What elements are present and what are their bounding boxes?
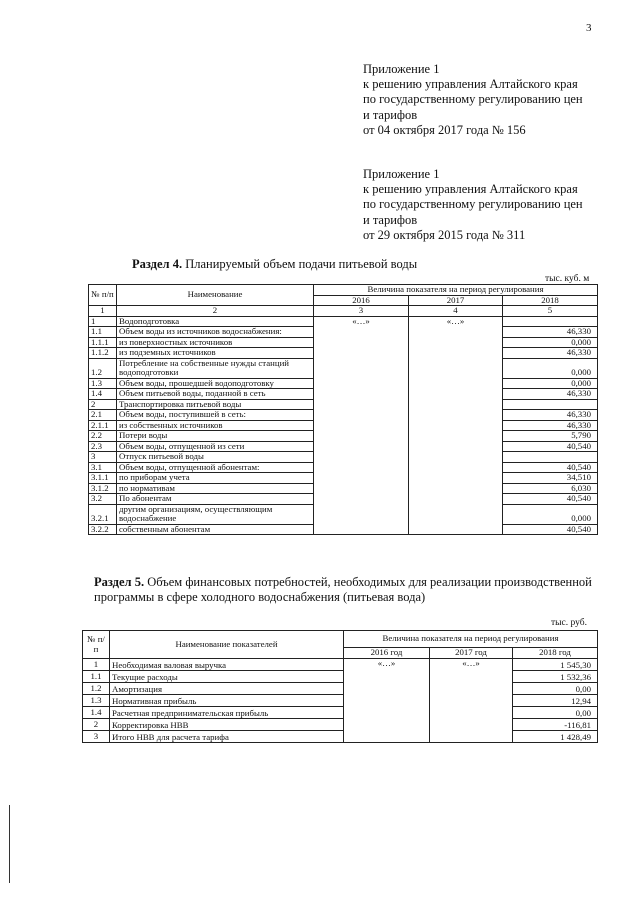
appendix-header-2015 xyxy=(363,167,583,243)
row-name: из поверхностных источников xyxy=(117,337,314,348)
section4-label: Раздел 4. xyxy=(132,257,183,271)
row-name: Корректировка НВВ xyxy=(110,719,344,731)
header-year: 2016 год xyxy=(344,648,430,659)
value-2018: 0,000 xyxy=(503,378,598,389)
row-number: 1.1 xyxy=(89,327,117,338)
row-name: по нормативам xyxy=(117,483,314,494)
table-row xyxy=(83,659,598,671)
row-name: По абонентам xyxy=(117,494,314,505)
row-name: Объем воды, прошедшей водоподготовку xyxy=(117,378,314,389)
row-number: 1.1 xyxy=(83,671,110,683)
row-number: 1.1.1 xyxy=(89,337,117,348)
row-name: Расчетная предпринимательская прибыль xyxy=(110,707,344,719)
merged-2017-cell: «…» xyxy=(430,659,513,743)
section5-title xyxy=(94,575,598,605)
row-name: Водоподготовка xyxy=(117,316,314,327)
header-year: 2018 год xyxy=(513,648,598,659)
value-2018 xyxy=(503,399,598,410)
section4-title-text: Планируемый объем подачи питьевой воды xyxy=(185,257,418,271)
section4-title xyxy=(132,257,417,272)
value-2018: 46,330 xyxy=(503,420,598,431)
row-name: Текущие расходы xyxy=(110,671,344,683)
row-name: Необходимая валовая выручка xyxy=(110,659,344,671)
row-number: 3.1.1 xyxy=(89,473,117,484)
value-2018 xyxy=(503,452,598,463)
section5-label: Раздел 5. xyxy=(94,575,145,589)
value-2018: 6,030 xyxy=(503,483,598,494)
section5-table xyxy=(82,630,598,743)
header-colnum: 3 xyxy=(314,306,409,317)
row-number: 3.1.2 xyxy=(89,483,117,494)
appendix-line: и тарифов xyxy=(363,107,418,122)
row-name: из собственных источников xyxy=(117,420,314,431)
value-2018: 0,000 xyxy=(503,358,598,378)
page-number: 3 xyxy=(586,22,592,34)
value-2018: 0,000 xyxy=(503,337,598,348)
row-number: 2.1.1 xyxy=(89,420,117,431)
appendix-line: к решению управления Алтайского края xyxy=(363,77,578,92)
value-2018: 1 532,36 xyxy=(513,671,598,683)
row-number: 1.1.2 xyxy=(89,348,117,359)
row-name: другим организациям, осуществляющим водоснабжение xyxy=(117,504,314,524)
value-2018: 40,540 xyxy=(503,462,598,473)
appendix-line: Приложение 1 xyxy=(363,62,440,76)
appendix-line: от 29 октября 2015 года № 311 xyxy=(363,227,526,242)
row-name: Объем воды, отпущенной из сети xyxy=(117,441,314,452)
row-name: из подземных источников xyxy=(117,348,314,359)
value-2018: -116,81 xyxy=(513,719,598,731)
row-number: 3.2.2 xyxy=(89,524,117,535)
row-number: 3.2 xyxy=(89,494,117,505)
row-name: Объем воды, поступившей в сеть: xyxy=(117,410,314,421)
table-row xyxy=(89,316,598,327)
table-row xyxy=(83,707,598,719)
value-2018: 46,330 xyxy=(503,389,598,400)
row-name: Транспортировка питьевой воды xyxy=(117,399,314,410)
header-colnum: 4 xyxy=(409,306,503,317)
row-name: Итого НВВ для расчета тарифа xyxy=(110,731,344,743)
table-row xyxy=(83,719,598,731)
table-row xyxy=(83,671,598,683)
value-2018: 40,540 xyxy=(503,524,598,535)
margin-line xyxy=(9,805,10,883)
row-number: 3 xyxy=(89,452,117,463)
value-2018: 1 428,49 xyxy=(513,731,598,743)
row-number: 2.3 xyxy=(89,441,117,452)
appendix-line: по государственному регулированию цен xyxy=(363,92,583,107)
header-colnum: 5 xyxy=(503,306,598,317)
value-2018: 12,94 xyxy=(513,695,598,707)
header-year: 2018 xyxy=(503,295,598,306)
section4-table xyxy=(88,284,598,535)
table-row xyxy=(83,731,598,743)
value-2018: 0,00 xyxy=(513,683,598,695)
row-number: 1.2 xyxy=(83,683,110,695)
merged-2016-cell: «…» xyxy=(344,659,430,743)
appendix-line: и тарифов xyxy=(363,212,418,227)
row-name: собственным абонентам xyxy=(117,524,314,535)
row-name: по приборам учета xyxy=(117,473,314,484)
row-name: Отпуск питьевой воды xyxy=(117,452,314,463)
row-name: Объем воды, отпущенной абонентам: xyxy=(117,462,314,473)
header-num: № п/п xyxy=(89,285,117,306)
row-number: 1 xyxy=(83,659,110,671)
header-year: 2016 xyxy=(314,295,409,306)
appendix-line: по государственному регулированию цен xyxy=(363,197,583,212)
appendix-line: от 04 октября 2017 года № 156 xyxy=(363,122,526,137)
row-number: 1.3 xyxy=(89,378,117,389)
header-period: Величина показателя на период регулирования xyxy=(344,631,598,648)
value-2018: 46,330 xyxy=(503,327,598,338)
row-name: Объем воды из источников водоснабжения: xyxy=(117,327,314,338)
merged-2016-cell: «…» xyxy=(314,316,409,535)
value-2018: 1 545,30 xyxy=(513,659,598,671)
value-2018 xyxy=(503,316,598,327)
row-number: 2 xyxy=(89,399,117,410)
row-name: Объем питьевой воды, поданной в сеть xyxy=(117,389,314,400)
row-number: 1.4 xyxy=(89,389,117,400)
value-2018: 0,00 xyxy=(513,707,598,719)
header-colnum: 2 xyxy=(117,306,314,317)
header-num: № п/п xyxy=(83,631,110,659)
value-2018: 46,330 xyxy=(503,348,598,359)
value-2018: 0,000 xyxy=(503,504,598,524)
row-number: 3.1 xyxy=(89,462,117,473)
row-name: Потери воды xyxy=(117,431,314,442)
row-number: 2.2 xyxy=(89,431,117,442)
section5-title-text: Объем финансовых потребностей, необходимых для реализации производственной программы в сфере холодного водоснабжения (питьевая вода) xyxy=(94,575,592,604)
row-number: 1.3 xyxy=(83,695,110,707)
row-number: 1 xyxy=(89,316,117,327)
appendix-header-2017 xyxy=(363,62,583,138)
row-number: 1.2 xyxy=(89,358,117,378)
header-year: 2017 xyxy=(409,295,503,306)
table-row xyxy=(83,683,598,695)
value-2018: 46,330 xyxy=(503,410,598,421)
row-name: Амортизация xyxy=(110,683,344,695)
row-number: 3.2.1 xyxy=(89,504,117,524)
appendix-line: к решению управления Алтайского края xyxy=(363,182,578,197)
row-number: 1.4 xyxy=(83,707,110,719)
header-period: Величина показателя на период регулирования xyxy=(314,285,598,296)
header-year: 2017 год xyxy=(430,648,513,659)
value-2018: 40,540 xyxy=(503,441,598,452)
table-row xyxy=(83,695,598,707)
header-colnum: 1 xyxy=(89,306,117,317)
row-name: Потребление на собственные нужды станций водоподготовки xyxy=(117,358,314,378)
header-name: Наименование показателей xyxy=(110,631,344,659)
appendix-line: Приложение 1 xyxy=(363,167,440,181)
row-number: 2 xyxy=(83,719,110,731)
value-2018: 34,510 xyxy=(503,473,598,484)
section5-unit: тыс. руб. xyxy=(551,618,587,628)
row-number: 2.1 xyxy=(89,410,117,421)
section4-unit: тыс. куб. м xyxy=(545,274,590,284)
row-name: Нормативная прибыль xyxy=(110,695,344,707)
value-2018: 5,790 xyxy=(503,431,598,442)
row-number: 3 xyxy=(83,731,110,743)
value-2018: 40,540 xyxy=(503,494,598,505)
header-name: Наименование xyxy=(117,285,314,306)
merged-2017-cell: «…» xyxy=(409,316,503,535)
